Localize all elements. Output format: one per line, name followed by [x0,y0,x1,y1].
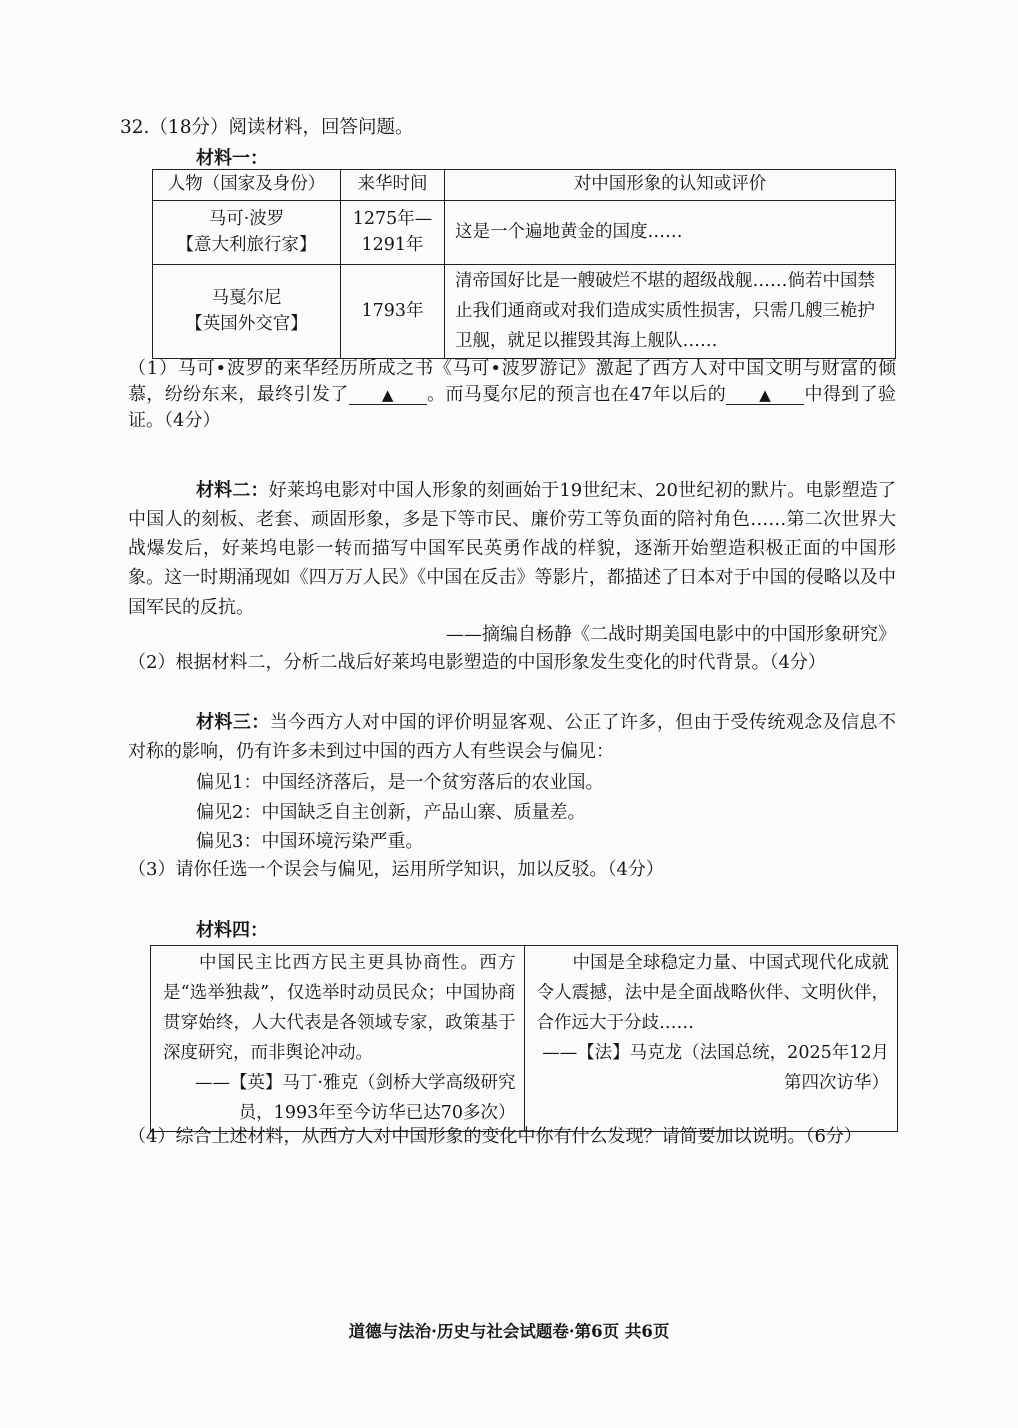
page-footer: 道德与法治·历史与社会试题卷·第6页 共6页 [348,1322,670,1341]
material-3-label: 材料三： [196,712,270,733]
time-cell [341,201,445,265]
question-title: 32.（18分）阅读材料，回答问题。 [120,117,414,138]
material-2 [128,476,896,622]
answer-blank-2[interactable]: ▲ [726,387,804,405]
question-4: （4）综合上述材料，从西方人对中国形象的变化中你有什么发现？请简要加以说明。（6分） [128,1126,862,1147]
comment-cell: 清帝国好比是一艘破烂不堪的超级战舰……倘若中国禁止我们通商或对我们造成实质性损害，只需几艘三桅护卫舰，就足以摧毁其海上舰队…… [445,265,896,359]
table-header-row [153,170,896,201]
answer-blank-1[interactable]: ▲ [349,387,427,405]
material-2-label: 材料二： [196,480,269,501]
table-row [153,201,896,265]
quote-left-text: 中国民主比西方民主更具协商性。西方是“选举独裁”，仅选举时动员民众；中国协商贯穿始终，人大代表是各领域专家，政策基于深度研究，而非舆论冲动。 [163,953,516,1064]
material-3-text: 当今西方人对中国的评价明显客观、公正了许多，但由于受传统观念及信息不对称的影响，仍有许多未到过中国的西方人有些误会与偏见： [128,712,897,763]
header-time: 来华时间 [341,170,445,201]
time-cell: 1793年 [341,265,445,359]
material-4-table [150,945,898,1132]
question-1-part-3: 中得到了验证。（4分） [128,384,897,432]
person-name: 马可·波罗 [208,209,285,230]
question-3: （3）请你任选一个误会与偏见，运用所学知识，加以反驳。（4分） [128,859,664,880]
question-1-part-1: （1）马可•波罗的来华经历所成之书《马可•波罗游记》激起了西方人对中国文明与财富的倾慕，纷纷东来，最终引发了 [128,358,896,406]
comment-cell: 这是一个遍地黄金的国度…… [445,201,896,265]
header-comment: 对中国形象的认知或评价 [445,170,896,201]
bias-item-2: 偏见2：中国缺乏自主创新，产品山寨、质量差。 [196,801,586,823]
material-2-text: 好莱坞电影对中国人形象的刻画始于19世纪末、20世纪初的默片。电影塑造了中国人的刻板、老套、顽固形象，多是下等市民、廉价劳工等负面的陪衬角色……第二次世界大战爆发后，好莱坞电影一转而描写中国军民英勇作战的样貌，逐渐开始塑造积极正面的中国形象。这一时期涌现如《四万万人民》《中国在反击》等影片，都描述了日本对于中国的侵略以及中国军民的反抗。 [128,480,896,618]
material-1-table [152,169,896,359]
person-name: 马戛尔尼 [211,288,282,309]
time-start: 1275年— [352,209,433,230]
question-2: （2）根据材料二，分析二战后好莱坞电影塑造的中国形象发生变化的时代背景。（4分） [128,652,826,673]
question-1 [128,356,896,434]
material-1-label: 材料一： [196,148,268,169]
time-end: 1291年 [361,234,424,255]
quote-right-text: 中国是全球稳定力量、中国式现代化成就令人震撼，法中是全面战略伙伴、文明伙伴，合作远大于分歧…… [536,953,889,1034]
person-cell [153,265,341,359]
table-row [151,946,898,1132]
material-3 [128,708,896,766]
bias-list [128,768,964,857]
table-row [153,265,896,359]
material-2-source: ——摘编自杨静《二战时期美国电影中的中国形象研究》 [446,624,896,645]
quote-left-source: ——【英】马丁·雅克（剑桥大学高级研究员，1993年至今访华已达70多次） [194,1073,516,1124]
header-person: 人物（国家及身份） [153,170,341,201]
quote-right [524,946,898,1132]
quote-right-source: ——【法】马克龙（法国总统，2025年12月第四次访华） [542,1043,889,1094]
person-role: 【英国外交官】 [185,313,308,334]
person-role: 【意大利旅行家】 [176,234,317,255]
bias-item-3: 偏见3：中国环境污染严重。 [196,831,424,853]
material-4-label: 材料四： [196,920,268,941]
quote-left [151,946,525,1132]
question-1-part-2: 。而马戛尔尼的预言也在47年以后的 [426,384,727,406]
person-cell [153,201,341,265]
bias-item-1: 偏见1：中国经济落后，是一个贫穷落后的农业国。 [196,772,604,793]
